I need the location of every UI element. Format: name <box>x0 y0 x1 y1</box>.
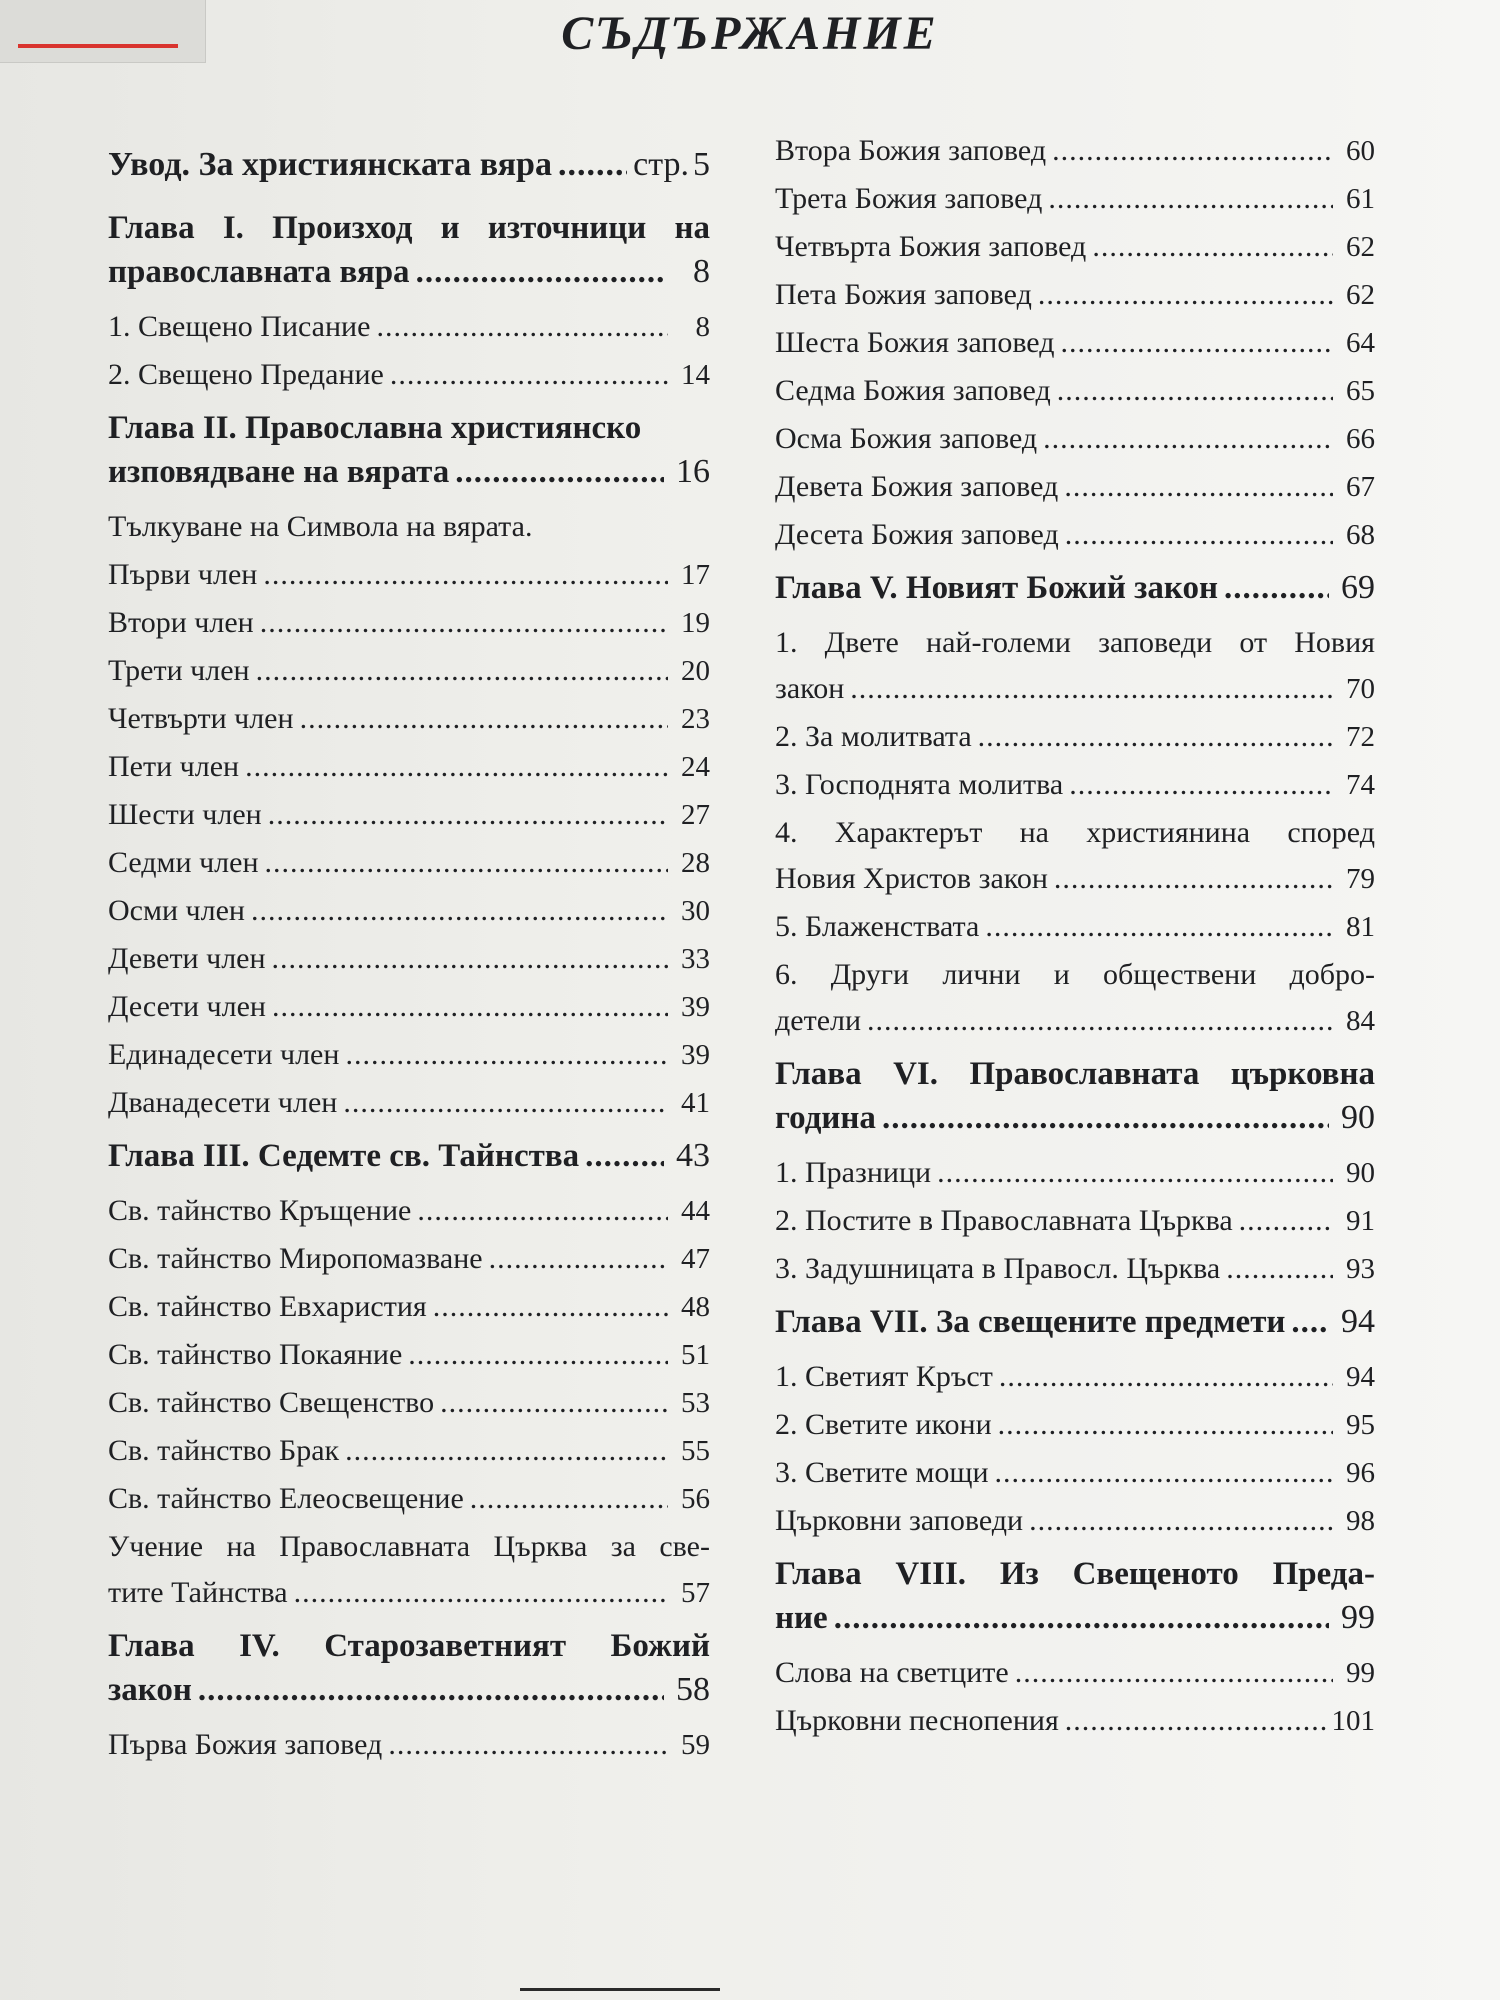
word: Глава <box>108 210 195 246</box>
dot-leader <box>272 936 668 982</box>
toc-page-number: 20 <box>681 655 710 687</box>
word: и <box>440 210 460 246</box>
dot-leader <box>300 696 668 742</box>
toc-page-number: 39 <box>681 991 710 1023</box>
dot-leader <box>1054 856 1333 902</box>
toc-entry <box>775 1150 1375 1198</box>
toc-entry <box>775 762 1375 810</box>
toc-entry <box>775 416 1375 464</box>
toc-page-number: 60 <box>1346 135 1375 167</box>
word: на <box>226 1530 256 1563</box>
toc-label: православната вяра <box>108 254 410 290</box>
entry-line <box>775 666 1375 714</box>
toc-entry-multiline <box>775 952 1375 1046</box>
toc-chapter-1 <box>108 206 710 294</box>
entry-line <box>775 952 1375 998</box>
word: Двете <box>824 626 899 659</box>
toc-label: Църковни песнопения <box>775 1704 1059 1737</box>
toc-label: 1. Празници <box>775 1156 932 1189</box>
toc-entry <box>108 1284 710 1332</box>
toc-entry <box>108 1188 710 1236</box>
toc-label: закон <box>108 1672 192 1708</box>
dot-leader <box>1029 1498 1333 1544</box>
dot-leader <box>345 1428 668 1474</box>
toc-chapter-3 <box>108 1134 710 1178</box>
toc-entry <box>775 368 1375 416</box>
word: Глава <box>108 1628 195 1664</box>
toc-label: Седма Божия заповед <box>775 374 1051 407</box>
toc-page-number: 62 <box>1346 279 1375 311</box>
dot-leader <box>1224 566 1329 610</box>
word: Глава <box>775 1056 862 1092</box>
toc-page-number: 64 <box>1346 327 1375 359</box>
dot-leader <box>998 1402 1333 1448</box>
page-footer-rule <box>520 1988 720 1991</box>
toc-page-number: 47 <box>681 1243 710 1275</box>
dot-leader <box>268 792 668 838</box>
toc-page-number: 94 <box>1346 1361 1375 1393</box>
toc-entry <box>775 1402 1375 1450</box>
toc-label: Св. тайнство Брак <box>108 1434 340 1467</box>
toc-page-number: 72 <box>1346 721 1375 753</box>
toc-entry <box>108 648 710 696</box>
toc-label: изповядване на вярата <box>108 454 450 490</box>
word: според <box>1287 816 1375 849</box>
dot-leader <box>260 600 668 646</box>
toc-entry <box>775 1354 1375 1402</box>
toc-page-number: 53 <box>681 1387 710 1419</box>
toc-page-number: 70 <box>1346 673 1375 705</box>
toc-page-number: 28 <box>681 847 710 879</box>
toc-label: Св. тайнство Евхаристия <box>108 1290 427 1323</box>
toc-chapter-4 <box>108 1624 710 1712</box>
entry-line <box>108 1524 710 1570</box>
toc-page-number: 27 <box>681 799 710 831</box>
toc-page-number: 65 <box>1346 375 1375 407</box>
word: за <box>610 1530 636 1563</box>
toc-page-number: 94 <box>1341 1303 1375 1340</box>
toc-page-number: 17 <box>681 559 710 591</box>
toc-label: Първи член <box>108 558 258 591</box>
dot-leader <box>867 998 1333 1044</box>
dot-leader <box>1061 320 1334 366</box>
toc-label: Църковни заповеди <box>775 1504 1024 1537</box>
chapter-title-line: Глава II. Православна християнско <box>108 410 642 446</box>
toc-entry <box>108 1236 710 1284</box>
toc-intro <box>108 140 710 200</box>
word: на <box>1019 816 1049 849</box>
word: и <box>1053 958 1070 991</box>
dot-leader <box>265 840 668 886</box>
dot-leader <box>995 1450 1333 1496</box>
toc-entry <box>775 1498 1375 1546</box>
toc-label: Шеста Божия заповед <box>775 326 1055 359</box>
toc-entry <box>775 1246 1375 1294</box>
word: Глава <box>775 1556 862 1592</box>
toc-label: Пети член <box>108 750 240 783</box>
dot-leader <box>251 888 668 934</box>
dot-leader <box>294 1570 668 1616</box>
toc-label: 2. Постите в Православната Църква <box>775 1204 1233 1237</box>
dot-leader <box>416 250 664 294</box>
toc-entry <box>775 1650 1375 1698</box>
dot-leader <box>1065 1698 1326 1744</box>
word: Божий <box>610 1628 710 1664</box>
toc-label: Св. тайнство Елеосвещение <box>108 1482 464 1515</box>
toc-page-number: 84 <box>1346 1005 1375 1037</box>
dot-leader <box>263 552 668 598</box>
toc-label: тите Тайнства <box>108 1576 288 1609</box>
dot-leader <box>376 304 668 350</box>
word: Преда- <box>1272 1556 1375 1592</box>
entry-line <box>108 1570 710 1618</box>
dot-leader <box>1069 762 1333 808</box>
dot-leader <box>585 1134 664 1178</box>
dot-leader <box>882 1096 1329 1140</box>
toc-label: година <box>775 1100 876 1136</box>
toc-label: Осма Божия заповед <box>775 422 1038 455</box>
dot-leader <box>433 1284 668 1330</box>
toc-label: Глава V. Новият Божий закон <box>775 570 1218 606</box>
dot-leader <box>343 1080 668 1126</box>
toc-page-number: 95 <box>1346 1409 1375 1441</box>
toc-label: Дванадесети член <box>108 1086 338 1119</box>
dot-leader <box>440 1380 668 1426</box>
toc-entry <box>775 128 1375 176</box>
dot-leader <box>408 1332 668 1378</box>
toc-page-number: 99 <box>1346 1657 1375 1689</box>
toc-label: Четвърта Божия заповед <box>775 230 1087 263</box>
dot-leader <box>388 1722 668 1768</box>
dot-leader <box>1038 272 1333 318</box>
toc-label: 2. Свещено Предание <box>108 358 384 391</box>
dot-leader <box>489 1236 668 1282</box>
toc-entry <box>775 714 1375 762</box>
dot-leader <box>390 352 668 398</box>
word: лични <box>942 958 1021 991</box>
toc-page-number: 48 <box>681 1291 710 1323</box>
toc-label: Втори член <box>108 606 254 639</box>
toc-entry <box>108 600 710 648</box>
entry-line <box>775 810 1375 856</box>
dot-leader <box>937 1150 1333 1196</box>
toc-entry <box>108 1332 710 1380</box>
toc-page-number: 51 <box>681 1339 710 1371</box>
toc-label: Втора Божия заповед <box>775 134 1047 167</box>
toc-entry <box>108 888 710 936</box>
toc-page-number: 8 <box>693 253 710 290</box>
toc-label: Слова на светците <box>775 1656 1009 1689</box>
toc-entry <box>108 352 710 400</box>
toc-page-number: 24 <box>681 751 710 783</box>
chapter-title-line <box>775 1096 1375 1140</box>
toc-note: Тълкуване на Символа на вярата. <box>108 510 533 543</box>
toc-label: Девети член <box>108 942 266 975</box>
toc-entry <box>108 1080 710 1128</box>
dot-leader <box>256 648 668 694</box>
toc-label: 2. Светите икони <box>775 1408 992 1441</box>
toc-entry <box>108 744 710 792</box>
chapter-title-line <box>108 206 710 250</box>
toc-label: Единадесети член <box>108 1038 340 1071</box>
dot-leader <box>455 450 664 494</box>
toc-label: Глава VII. За свещените предмети <box>775 1304 1286 1340</box>
chapter-title-line <box>775 1596 1375 1640</box>
toc-page-number: 99 <box>1341 1599 1375 1636</box>
toc-chapter-7 <box>775 1300 1375 1344</box>
toc-right-column <box>775 128 1375 1746</box>
word: източници <box>487 210 647 246</box>
dot-leader <box>999 1354 1333 1400</box>
toc-entry <box>108 552 710 600</box>
toc-label: Трета Божия заповед <box>775 182 1043 215</box>
word: I. <box>222 210 244 246</box>
dot-leader <box>985 904 1333 950</box>
toc-entry <box>108 1476 710 1524</box>
word: добро- <box>1289 958 1375 991</box>
word: 4. <box>775 816 798 849</box>
toc-label: Пета Божия заповед <box>775 278 1032 311</box>
toc-label: 1. Свещено Писание <box>108 310 371 343</box>
toc-entry <box>775 512 1375 560</box>
toc-label: детели <box>775 1004 862 1037</box>
toc-entry <box>775 320 1375 368</box>
toc-page-number: 67 <box>1346 471 1375 503</box>
toc-label: Осми член <box>108 894 245 927</box>
dot-leader <box>834 1596 1329 1640</box>
dot-leader <box>470 1476 668 1522</box>
dot-leader <box>417 1188 668 1234</box>
dot-leader <box>1226 1246 1333 1292</box>
word: обществени <box>1102 958 1257 991</box>
dot-leader <box>1052 128 1333 174</box>
toc-page-number: 30 <box>681 895 710 927</box>
dot-leader <box>1291 1300 1329 1344</box>
dot-leader <box>1064 464 1333 510</box>
toc-page-number: 56 <box>681 1483 710 1515</box>
word: Православната <box>279 1530 471 1563</box>
toc-label: 3. Задушницата в Правосл. Църква <box>775 1252 1221 1285</box>
toc-page-number: 57 <box>681 1577 710 1609</box>
toc-page-number: 96 <box>1346 1457 1375 1489</box>
toc-page-prefix: стр. <box>633 146 689 183</box>
dot-leader <box>1015 1650 1333 1696</box>
toc-page-number: 98 <box>1346 1505 1375 1537</box>
word: най-големи <box>926 626 1071 659</box>
word: Учение <box>108 1530 204 1563</box>
toc-page-number: 14 <box>681 359 710 391</box>
word: Църква <box>493 1530 588 1563</box>
toc-page-number: 90 <box>1346 1157 1375 1189</box>
dot-leader <box>558 140 627 190</box>
entry-line <box>775 998 1375 1046</box>
toc-label: Десета Божия заповед <box>775 518 1059 551</box>
toc-chapter-5 <box>775 566 1375 610</box>
word: християнина <box>1086 816 1251 849</box>
word: заповеди <box>1098 626 1213 659</box>
toc-page-number: 8 <box>695 311 710 343</box>
word: 1. <box>775 626 798 659</box>
word: IV. <box>239 1628 280 1664</box>
dot-leader <box>245 744 668 790</box>
toc-page-number: 62 <box>1346 231 1375 263</box>
chapter-title-line <box>775 1052 1375 1096</box>
toc-label: Седми член <box>108 846 259 879</box>
word: 6. <box>775 958 798 991</box>
toc-entry <box>108 1032 710 1080</box>
toc-page-number: 16 <box>676 453 710 490</box>
word: Други <box>830 958 910 991</box>
word: църковна <box>1230 1056 1375 1092</box>
toc-page-number: 74 <box>1346 769 1375 801</box>
toc-label: 5. Блаженствата <box>775 910 980 943</box>
word: VIII. <box>895 1556 967 1592</box>
toc-entry <box>775 464 1375 512</box>
dot-leader <box>1057 368 1333 414</box>
toc-entry <box>108 840 710 888</box>
word: Характерът <box>834 816 983 849</box>
toc-label: 1. Светият Кръст <box>775 1360 993 1393</box>
toc-page-number: 19 <box>681 607 710 639</box>
toc-entry <box>108 1428 710 1476</box>
toc-entry <box>108 1722 710 1770</box>
word: Старозаветният <box>324 1628 567 1664</box>
toc-page-number: 91 <box>1346 1205 1375 1237</box>
toc-page-number: 39 <box>681 1039 710 1071</box>
toc-page-number: 5 <box>693 146 710 183</box>
toc-entry <box>775 272 1375 320</box>
toc-entry-multiline <box>775 810 1375 904</box>
toc-page-number: 58 <box>676 1671 710 1708</box>
toc-label: Четвърти член <box>108 702 294 735</box>
chapter-title-line <box>108 1668 710 1712</box>
entry-line <box>775 856 1375 904</box>
toc-label: Десети член <box>108 990 266 1023</box>
toc-label: 3. Светите мощи <box>775 1456 989 1489</box>
dot-leader <box>978 714 1333 760</box>
toc-page-number: 59 <box>681 1729 710 1761</box>
toc-entry <box>108 936 710 984</box>
dot-leader <box>1239 1198 1333 1244</box>
word: Свещеното <box>1072 1556 1239 1592</box>
dot-leader <box>345 1032 668 1078</box>
toc-label: 2. За молитвата <box>775 720 972 753</box>
toc-entry <box>108 696 710 744</box>
toc-label: ние <box>775 1600 828 1636</box>
toc-page-number: 69 <box>1341 569 1375 606</box>
word: Православната <box>969 1056 1200 1092</box>
toc-entry <box>775 176 1375 224</box>
toc-page-number: 66 <box>1346 423 1375 455</box>
page-title: СЪДЪРЖАНИЕ <box>561 7 939 60</box>
toc-entry <box>108 304 710 352</box>
toc-page-number: 33 <box>681 943 710 975</box>
toc-entry <box>775 1698 1375 1746</box>
toc-page-number: 43 <box>676 1137 710 1174</box>
toc-page-number: 81 <box>1346 911 1375 943</box>
toc-page-number: 90 <box>1341 1099 1375 1136</box>
toc-label: Девета Божия заповед <box>775 470 1059 503</box>
toc-label: Шести член <box>108 798 262 831</box>
toc-label: Св. тайнство Покаяние <box>108 1338 403 1371</box>
toc-label: Увод. За християнската вяра <box>108 146 552 183</box>
toc-entry-multiline <box>775 620 1375 714</box>
entry-line <box>775 620 1375 666</box>
chapter-title-line <box>108 250 710 294</box>
toc-label: Новия Христов закон <box>775 862 1048 895</box>
dot-leader <box>850 666 1333 712</box>
dot-leader <box>198 1668 664 1712</box>
toc-label: закон <box>775 672 845 705</box>
toc-label: Св. тайнство Миропомазване <box>108 1242 483 1275</box>
toc-chapter-2 <box>108 406 710 494</box>
toc-label: Трети член <box>108 654 250 687</box>
word: Из <box>999 1556 1039 1592</box>
toc-page-number: 23 <box>681 703 710 735</box>
toc-chapter-6 <box>775 1052 1375 1140</box>
toc-label: 3. Господнята молитва <box>775 768 1064 801</box>
dot-leader <box>272 984 668 1030</box>
toc-entry <box>108 1380 710 1428</box>
toc-chapter-8 <box>775 1552 1375 1640</box>
word: Произход <box>272 210 413 246</box>
word: све- <box>659 1530 710 1563</box>
toc-page-number: 101 <box>1331 1705 1375 1737</box>
toc-entry <box>108 792 710 840</box>
toc-page-number: 68 <box>1346 519 1375 551</box>
word: VI. <box>893 1056 938 1092</box>
dot-leader <box>1043 416 1333 462</box>
chapter-title-line <box>108 450 710 494</box>
toc-page-number: 93 <box>1346 1253 1375 1285</box>
toc-label: Св. тайнство Кръщение <box>108 1194 412 1227</box>
word: от <box>1239 626 1268 659</box>
toc-page-number: 41 <box>681 1087 710 1119</box>
toc-entry-multiline <box>108 1524 710 1618</box>
toc-entry <box>775 904 1375 952</box>
toc-left-column <box>108 140 710 1770</box>
dot-leader <box>1065 512 1333 558</box>
chapter-title-line <box>775 1552 1375 1596</box>
dot-leader <box>1092 224 1333 270</box>
word: на <box>674 210 710 246</box>
toc-label: Първа Божия заповед <box>108 1728 383 1761</box>
toc-page-number: 79 <box>1346 863 1375 895</box>
toc-page-number: 55 <box>681 1435 710 1467</box>
toc-entry <box>775 1198 1375 1246</box>
word: Новия <box>1294 626 1375 659</box>
toc-entry <box>108 984 710 1032</box>
toc-entry <box>775 224 1375 272</box>
toc-label: Св. тайнство Свещенство <box>108 1386 435 1419</box>
chapter-title-line <box>108 1624 710 1668</box>
toc-label: Глава III. Седемте св. Тайнства <box>108 1138 580 1174</box>
toc-page-number: 61 <box>1346 183 1375 215</box>
toc-entry <box>775 1450 1375 1498</box>
toc-page-number: 44 <box>681 1195 710 1227</box>
dot-leader <box>1048 176 1333 222</box>
